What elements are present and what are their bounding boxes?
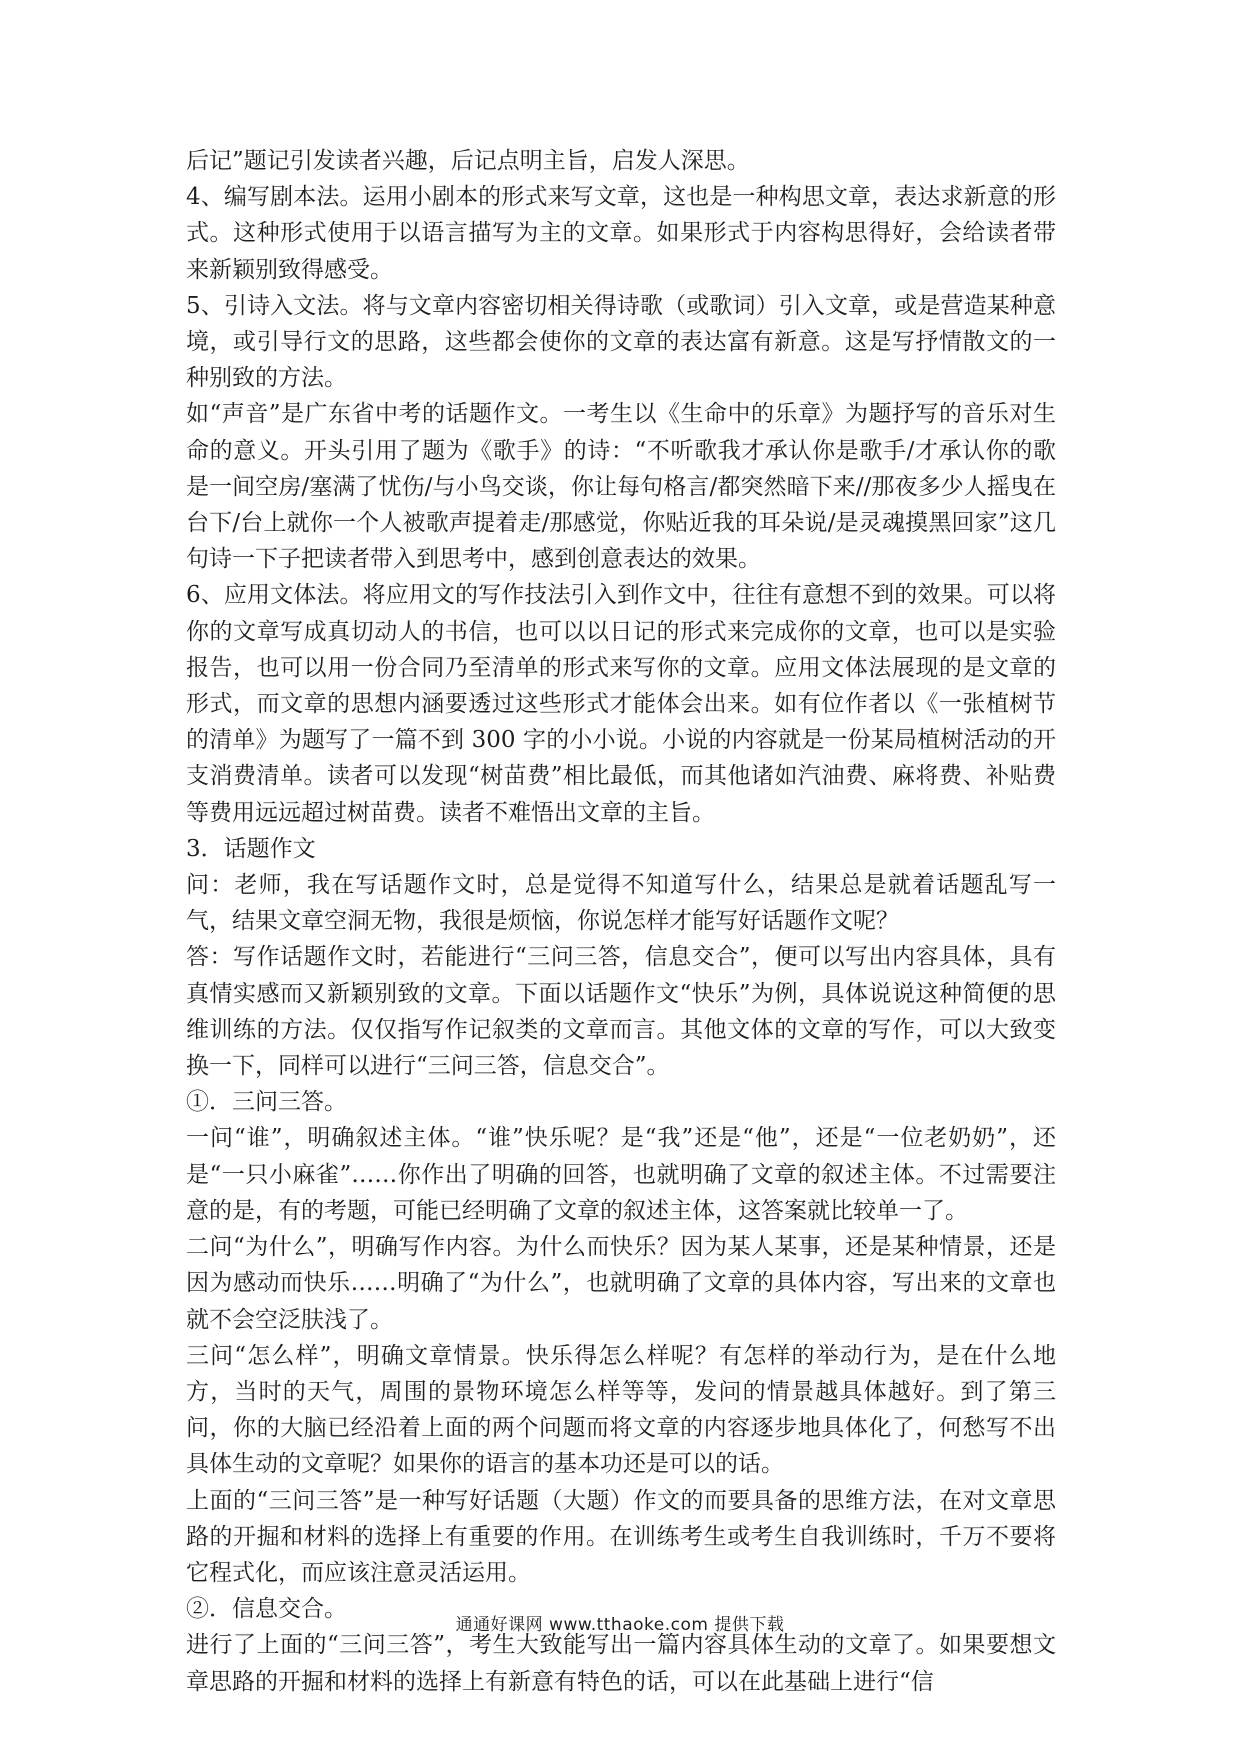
paragraph-question-why: 二问“为什么”，明确写作内容。为什么而快乐？因为某人某事，还是某种情景，还是因为感动而快乐……明确了“为什么”，也就明确了文章的具体内容，写出来的文章也就不会空泛肤浅了。: [186, 1234, 1056, 1333]
paragraph-practical-writing-method: 6、应用文体法。将应用文的写作技法引入到作文中，往往有意想不到的效果。可以将你的文章写成真切动人的书信，也可以以日记的形式来完成你的文章，也可以是实验报告，也可以用一份合同乃至清单的形式来写你的文章。应用文体法展现的是文章的形式，而文章的思想内涵要透过这些形式才能体会出来。如有位作者以《一张植树节的清单》为题写了一篇不到 300 字的小小说。小说的内容就是一份某局植树活动的开支消费清单。读者可以发现“树苗费”相比最低，而其他诸如汽油费、麻将费、补贴费等费用远远超过树苗费。读者不难悟出文章的主旨。: [186, 582, 1056, 826]
paragraph-poem-method: 5、引诗入文法。将与文章内容密切相关得诗歌（或歌词）引入文章，或是营造某种意境，或引导行文的思路，这些都会使你的文章的表达富有新意。这是写抒情散文的一种别致的方法。: [186, 292, 1056, 392]
paragraph-question: 问：老师，我在写话题作文时，总是觉得不知道写什么，结果总是就着话题乱写一气，结果文章空洞无物，我很是烦恼，你说怎样才能写好话题作文呢？: [186, 872, 1056, 935]
page-footer: 通通好课网 www.tthaoke.com 提供下载: [455, 1615, 785, 1635]
document-body: [186, 143, 1056, 1700]
paragraph-question-how: 三问“怎么样”，明确文章情景。快乐得怎么样呢？有怎样的举动行为，是在什么地方，当时的天气，周围的景物环境怎么样等等，发问的情景越具体越好。到了第三问，你的大脑已经沿着上面的两个问题而将文章的内容逐步地具体化了，何愁写不出具体生动的文章呢？如果你的语言的基本功还是可以的话。: [186, 1342, 1056, 1478]
paragraph-summary: 上面的“三问三答”是一种写好话题（大题）作文的而要具备的思维方法，在对文章思路的开掘和材料的选择上有重要的作用。在训练考生或考生自我训练时，千万不要将它程式化，而应该注意灵活运用。: [186, 1487, 1056, 1586]
paragraph-question-who: 一问“谁”，明确叙述主体。“谁”快乐呢？是“我”还是“他”，还是“一位老奶奶”，还是“一只小麻雀”……你作出了明确的回答，也就明确了文章的叙述主体。不过需要注意的是，有的考题，可能已经明确了文章的叙述主体，这答案就比较单一了。: [186, 1125, 1056, 1224]
paragraph-answer: 答：写作话题作文时，若能进行“三问三答，信息交合”，便可以写出内容具体，具有真情实感而又新颖别致的文章。下面以话题作文“快乐”为例，具体说说这种简便的思维训练的方法。仅仅指写作记叙类的文章而言。其他文体的文章的写作，可以大致变换一下，同样可以进行“三问三答，信息交合”。: [186, 944, 1056, 1080]
subheading-information-combination: ②．信息交合。: [186, 1596, 347, 1623]
subheading-three-questions: ①．三问三答。: [186, 1089, 347, 1116]
section-heading-topic-essay: 3．话题作文: [186, 835, 316, 862]
paragraph-sound-example: 如“声音”是广东省中考的话题作文。一考生以《生命中的乐章》为题抒写的音乐对生命的意义。开头引用了题为《歌手》的诗：“不听歌我才承认你是歌手/才承认你的歌是一间空房/塞满了忧伤/与小鸟交谈，你让每句格言/都突然暗下来//那夜多少人摇曳在台下/台上就你一个人被歌声提着走/那感觉，你贴近我的耳朵说/是灵魂摸黑回家”这几句诗一下子把读者带入到思考中，感到创意表达的效果。: [186, 401, 1056, 573]
paragraph-information-combination: 进行了上面的“三问三答”，考生大致能写出一篇内容具体生动的文章了。如果要想文章思路的开掘和材料的选择上有新意有特色的话，可以在此基础上进行“信: [186, 1632, 1056, 1695]
paragraph-postscript: 后记”题记引发读者兴趣，后记点明主旨，启发人深思。: [186, 148, 750, 174]
paragraph-script-method: 4、编写剧本法。运用小剧本的形式来写文章，这也是一种构思文章，表达求新意的形式。这种形式使用于以语言描写为主的文章。如果形式于内容构思得好，会给读者带来新颖别致得感受。: [186, 184, 1056, 283]
